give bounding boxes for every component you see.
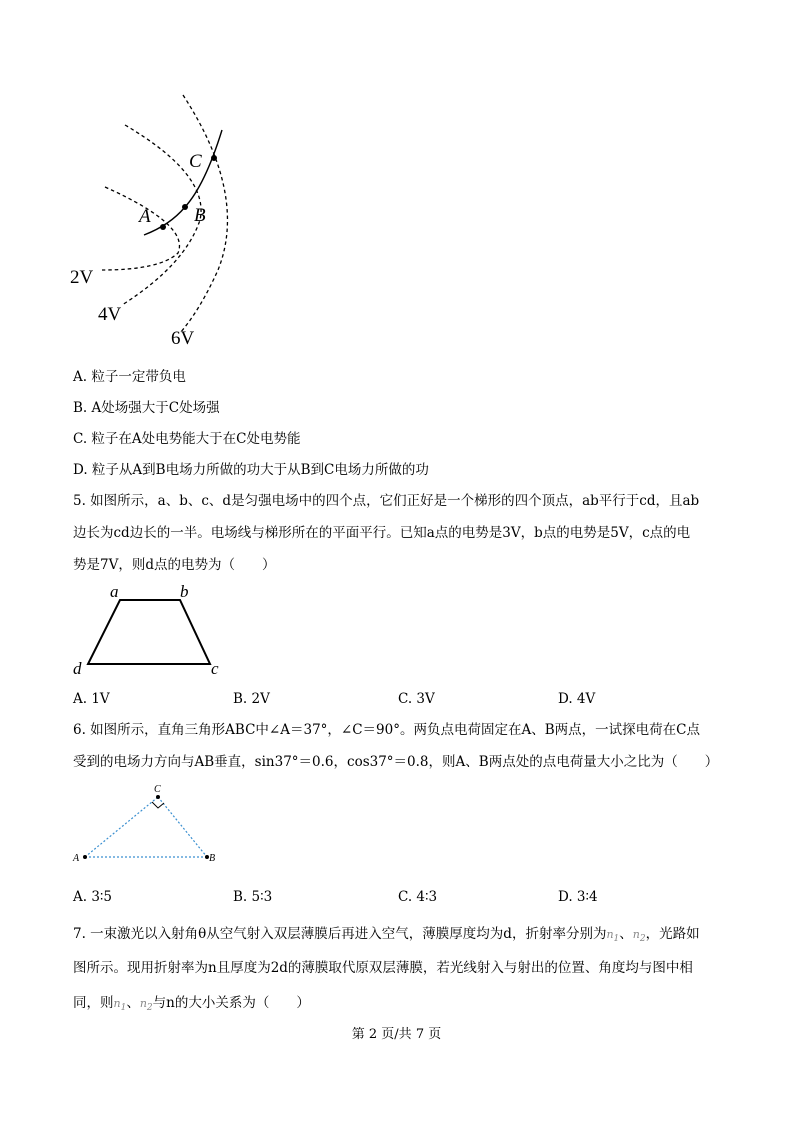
page-footer: 第 2 页/共 7 页 (351, 1027, 442, 1042)
label-c: C (189, 151, 202, 172)
n2-symbol: $n_2$ (632, 928, 646, 944)
q7-line3-head: 同，则 (73, 995, 114, 1011)
q5-stem-line-2: 边长为cd边长的一半。电场线与梯形所在的平面平行。已知a点的电势是3V，b点的电势是5V，c点的电 (73, 525, 691, 541)
q5-option-d: D. 4V (558, 691, 596, 707)
n1-symbol: $n_1$ (606, 928, 620, 944)
side-bc (158, 797, 207, 857)
side-ac (85, 797, 158, 857)
right-angle-mark (152, 802, 164, 808)
particle-trajectory (144, 130, 222, 235)
point-c-dot (156, 795, 160, 799)
point-b-dot (182, 204, 188, 210)
label-4v: 4V (98, 304, 122, 325)
n2-symbol: $n_2$ (139, 997, 153, 1013)
trapezoid-figure (70, 580, 235, 680)
point-a-dot (160, 224, 166, 230)
label-d: d (73, 659, 82, 678)
q6-stem-line-1: 6. 如图所示，直角三角形ABC中∠A＝37°，∠C＝90°。两负点电荷固定在A、B两点，一试探电荷在C点 (73, 722, 700, 738)
label-a: a (110, 582, 119, 601)
label-b: b (180, 582, 189, 601)
q6-option-b: B. 5∶3 (233, 889, 273, 905)
equipotential-figure (60, 85, 250, 355)
q5-option-c: C. 3V (398, 691, 435, 707)
q7-stem-line-3 (73, 993, 310, 1018)
q4-option-c: C. 粒子在A处电势能大于在C处电势能 (73, 431, 301, 447)
point-a-dot (83, 855, 87, 859)
label-2v: 2V (70, 267, 94, 288)
q7-line3-tail: 与n的大小关系为（ ） (152, 995, 310, 1011)
q4-option-b: B. A处场强大于C处场强 (73, 400, 220, 416)
q5-option-b: B. 2V (233, 691, 270, 707)
separator: 、 (126, 995, 140, 1011)
q6-option-c: C. 4∶3 (398, 889, 438, 905)
label-a: A (73, 853, 80, 864)
q5-stem-line-3: 势是7V，则d点的电势为（ ） (73, 557, 276, 573)
separator: 、 (619, 926, 633, 942)
triangle-figure (68, 780, 228, 870)
label-c: C (154, 784, 161, 795)
label-b: B (209, 853, 216, 864)
q6-option-d: D. 3∶4 (558, 889, 598, 905)
q6-stem-line-2: 受到的电场力方向与AB垂直，sin37°＝0.6，cos37°＝0.8，则A、B两点处的点电荷量大小之比为（ ） (73, 754, 719, 770)
label-c: c (211, 659, 219, 678)
point-c-dot (211, 155, 217, 161)
q5-stem-line-1: 5. 如图所示，a、b、c、d是匀强电场中的四个点，它们正好是一个梯形的四个顶点，ab平行于cd，且ab (73, 493, 700, 509)
q7-line1-tail: ，光路如 (645, 926, 700, 942)
label-b: B (194, 205, 206, 226)
q6-option-a: A. 3∶5 (73, 889, 113, 905)
trapezoid-shape (88, 600, 210, 664)
q4-option-a: A. 粒子一定带负电 (73, 369, 186, 385)
q4-option-d: D. 粒子从A到B电场力所做的功大于从B到C电场力所做的功 (73, 462, 429, 478)
q5-option-a: A. 1V (73, 691, 110, 707)
q7-line1-text: 7. 一束激光以入射角θ从空气射入双层薄膜后再进入空气，薄膜厚度均为d，折射率分别为 (73, 926, 607, 942)
q7-stem-line-2: 图所示。现用折射率为n且厚度为2d的薄膜取代原双层薄膜，若光线射入与射出的位置、角度均与图中相 (73, 960, 693, 976)
n1-symbol: $n_1$ (113, 997, 127, 1013)
q7-stem-line-1 (73, 924, 700, 949)
label-a: A (139, 206, 151, 227)
equipotential-2v-line (102, 187, 179, 270)
label-6v: 6V (171, 328, 195, 349)
